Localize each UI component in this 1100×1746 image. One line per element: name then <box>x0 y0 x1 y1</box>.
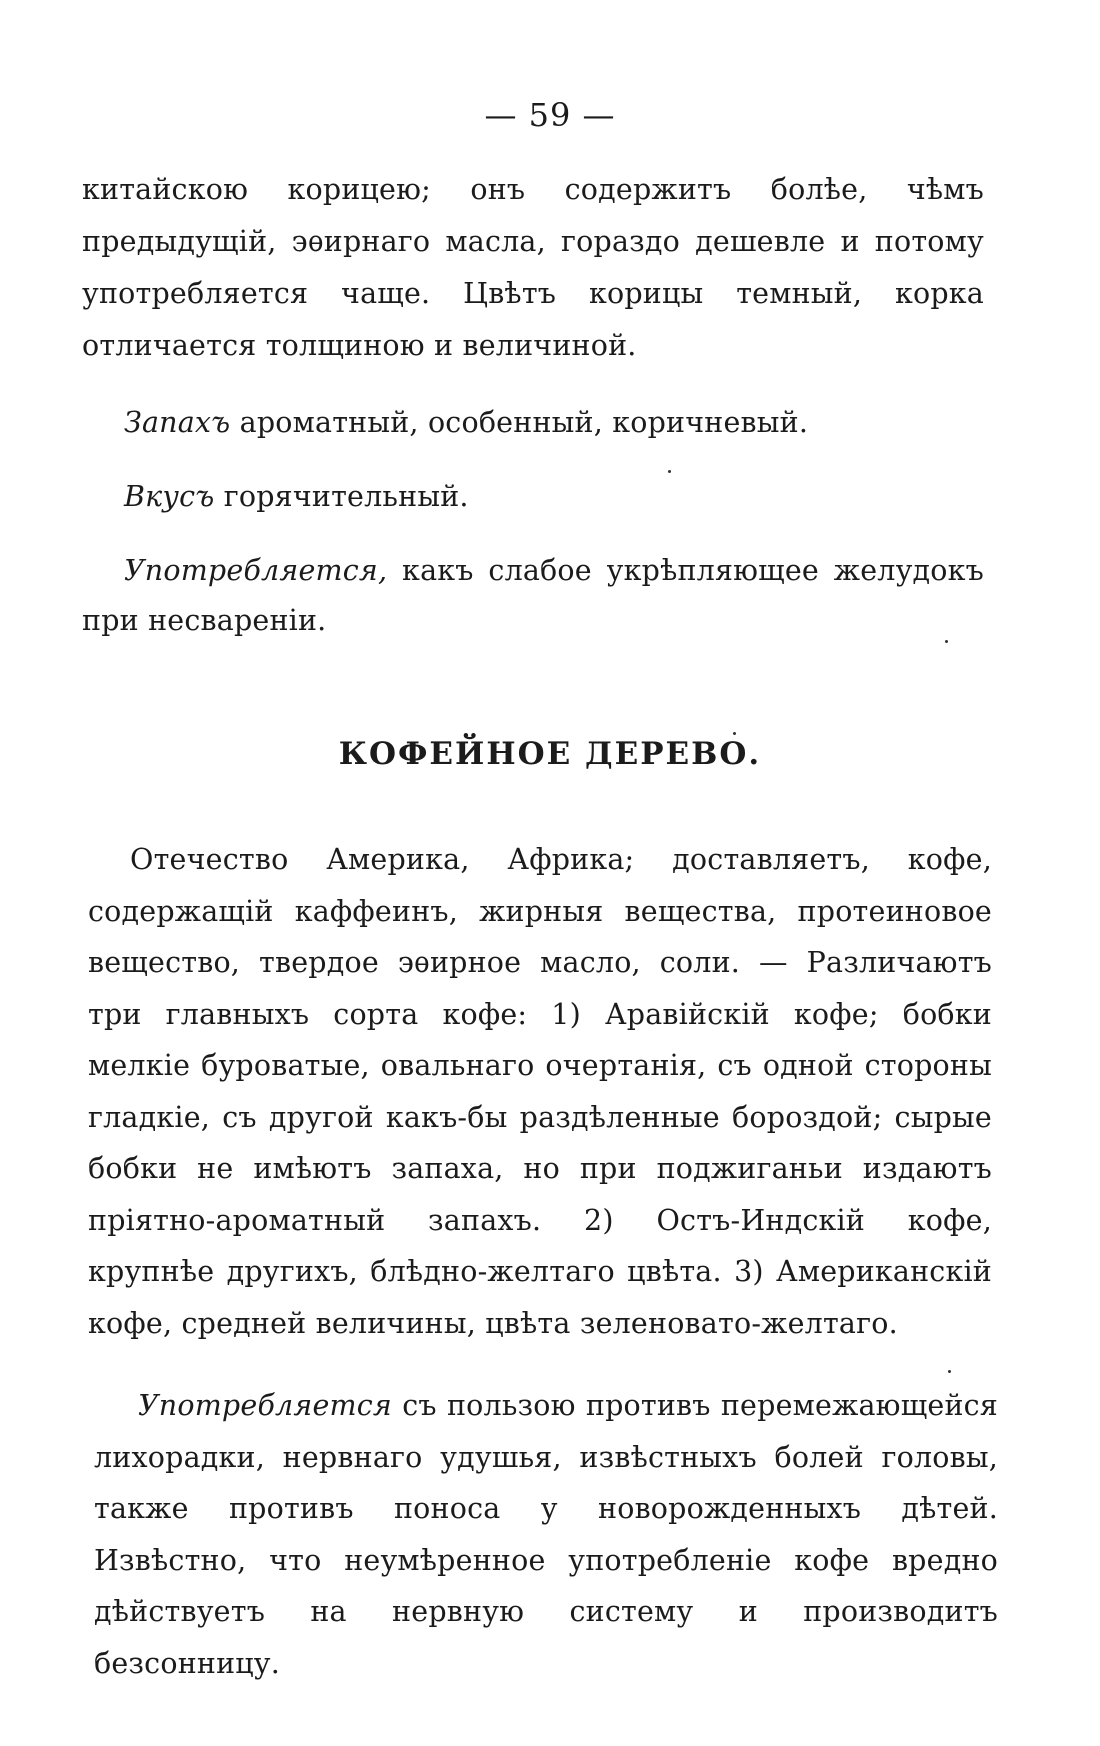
paragraph-lead-taste: Вкусъ <box>124 480 215 513</box>
paragraph-taste <box>124 472 984 522</box>
paragraph-text: Отечество Америка, Африка; доставляетъ, кофе, содержащій каффеинъ, жирныя вещества, протеиновое вещество, твердое эѳирное масло, соли. — Различаютъ три главныхъ сорта кофе: 1) Аравійскій кофе; бобки мелкіе буроватые, овальнаго очертанія, съ одной стороны гладкіе, съ другой какъ-бы раздѣленные бороздой; сырые бобки не имѣютъ запаха, но при поджиганьи издаютъ пріятно-ароматный запахъ. 2) Остъ-Индскій кофе, крупнѣе другихъ, блѣдно-желтаго цвѣта. 3) Американскій кофе, средней величины, цвѣта зеленовато-желтаго. <box>88 843 992 1340</box>
print-speck <box>945 640 948 643</box>
paragraph-coffee-description <box>88 834 992 1349</box>
print-speck <box>948 1370 951 1373</box>
section-heading: КОФЕЙНОЕ ДЕРЕВО. <box>338 736 762 772</box>
print-speck <box>733 732 736 735</box>
paragraph-cinnamon-description <box>82 164 984 372</box>
paragraph-smell <box>124 398 984 448</box>
paragraph-cinnamon-usage <box>82 546 984 646</box>
print-speck <box>668 470 671 473</box>
paragraph-text: ароматный, особенный, коричневый. <box>230 406 809 439</box>
paragraph-lead-usage: Употребляется, <box>124 554 388 587</box>
paragraph-text: съ пользою противъ перемежающейся лихорадки, нервнаго удушья, извѣстныхъ болей головы, также противъ поноса у новорожденныхъ дѣтей. Извѣстно, что неумѣренное употребленіе кофе вредно дѣйствуетъ на нервную систему и производитъ безсонницу. <box>94 1389 998 1680</box>
page-number: — 59 — <box>484 96 616 134</box>
paragraph-coffee-usage <box>94 1380 998 1689</box>
paragraph-lead-smell: Запахъ <box>124 406 231 439</box>
paragraph-text: какъ слабое укрѣпляющее желудокъ при несвареніи. <box>82 554 984 637</box>
paragraph-text: китайскою корицею; онъ содержитъ болѣе, чѣмъ предыдущій, эѳирнаго масла, гораздо дешевле и потому употребляется чаще. Цвѣтъ корицы темный, корка отличается толщиною и величиной. <box>82 173 984 362</box>
paragraph-lead-usage: Употребляется <box>138 1389 392 1422</box>
paragraph-text: горячительный. <box>214 480 469 513</box>
